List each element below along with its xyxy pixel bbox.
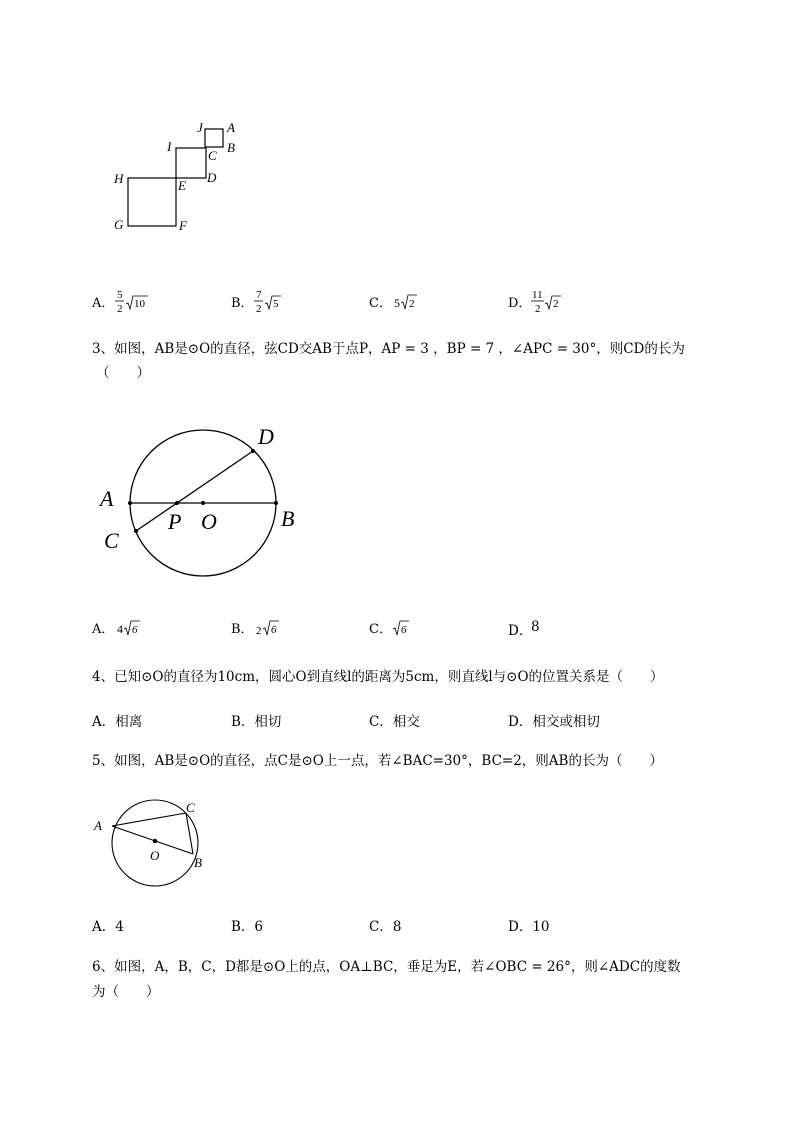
q5-option-b[interactable]: B．6: [231, 919, 264, 935]
q5-option-d[interactable]: D．10: [508, 919, 550, 935]
svg-text:7: 7: [256, 289, 262, 301]
label-D: D: [207, 170, 217, 185]
svg-text:5: 5: [394, 296, 400, 310]
q3-option-b[interactable]: [231, 616, 301, 644]
svg-text:4: 4: [117, 622, 123, 636]
svg-text:C．: C．: [369, 296, 392, 311]
q4-option-b[interactable]: B．相切: [231, 714, 282, 730]
label-H: H: [114, 171, 124, 186]
label-B: B: [194, 855, 202, 870]
svg-text:2: 2: [409, 298, 415, 310]
svg-text:5: 5: [273, 298, 279, 310]
squares-figure: [105, 118, 255, 238]
svg-text:2: 2: [553, 298, 559, 310]
q6-stem: 6、如图，A，B，C，D都是⊙O上的点，OA⊥BC，垂足为E，若∠OBC = 26°，则∠ADC的度数: [92, 959, 681, 975]
q2-option-b[interactable]: [231, 287, 301, 321]
q3-stem: 3、如图，AB是⊙O的直径，弦CD交AB于点P，AP = 3 ，BP = 7 ，∠APC = 30°，则CD的长为: [92, 341, 685, 357]
svg-text:2: 2: [535, 303, 541, 315]
q2-option-d-math: [508, 287, 578, 317]
label-I: I: [167, 139, 172, 154]
q4-option-a[interactable]: A．相离: [92, 714, 143, 730]
svg-text:2: 2: [117, 303, 123, 315]
q3-option-c-math: [369, 616, 439, 640]
svg-text:5: 5: [117, 289, 123, 301]
label-J: J: [197, 120, 203, 135]
label-D: D: [258, 424, 274, 449]
q2-option-c-math: [369, 287, 439, 317]
q5-circle-figure: [90, 798, 220, 892]
q2-option-a-math: [92, 287, 162, 317]
q2-option-a[interactable]: [92, 287, 162, 321]
q5-stem: 5、如图，AB是⊙O的直径，点C是⊙O上一点，若∠BAC=30°，BC=2，则AB的长为（ ）: [92, 753, 663, 769]
q5-option-c[interactable]: C．8: [369, 919, 402, 935]
label-A: A: [94, 818, 102, 833]
label-P: P: [168, 509, 182, 534]
q3-circle-figure: [95, 418, 325, 586]
q4-option-c[interactable]: C．相交: [369, 714, 420, 730]
svg-text:D．: D．: [508, 296, 532, 311]
svg-text:2: 2: [256, 303, 262, 315]
svg-text:6: 6: [132, 624, 138, 636]
label-O: O: [150, 848, 160, 863]
svg-text:2: 2: [256, 625, 262, 637]
svg-text:C．: C．: [369, 622, 392, 637]
label-C: C: [186, 800, 195, 815]
q2-option-d[interactable]: [508, 287, 578, 321]
q3-option-d[interactable]: D．: [508, 623, 533, 639]
label-E: E: [178, 178, 186, 193]
q3-option-a-math: [92, 616, 162, 640]
q3-option-b-math: [231, 616, 301, 640]
q2-option-b-math: [231, 287, 301, 317]
q4-stem: 4、已知⊙O的直径为10cm，圆心O到直线l的距离为5cm，则直线l与⊙O的位置关系是（ ）: [92, 669, 664, 685]
label-A: A: [100, 486, 114, 511]
svg-text:A．: A．: [92, 296, 115, 311]
label-F: F: [179, 218, 187, 233]
q5-option-a[interactable]: A．4: [92, 919, 124, 935]
svg-text:11: 11: [532, 289, 543, 301]
label-B: B: [227, 140, 235, 155]
q3-option-c[interactable]: [369, 616, 439, 644]
q3-blank: （ ）: [96, 365, 150, 381]
label-O: O: [201, 509, 217, 534]
q4-option-d[interactable]: D．相交或相切: [508, 714, 600, 730]
svg-text:6: 6: [401, 624, 407, 636]
svg-text:B．: B．: [231, 296, 254, 311]
label-G: G: [114, 217, 124, 232]
svg-text:10: 10: [134, 298, 145, 310]
q6-stem-cont: 为（ ）: [92, 984, 160, 1000]
q2-option-c[interactable]: [369, 287, 439, 321]
svg-text:B．: B．: [231, 622, 254, 637]
label-A: A: [227, 120, 235, 135]
svg-text:A．: A．: [92, 622, 115, 637]
label-B: B: [281, 506, 295, 531]
label-C: C: [104, 528, 119, 553]
q3-option-d-value: 8: [531, 619, 540, 635]
svg-text:6: 6: [271, 624, 277, 636]
q3-option-a[interactable]: [92, 616, 162, 644]
label-C: C: [208, 148, 217, 163]
